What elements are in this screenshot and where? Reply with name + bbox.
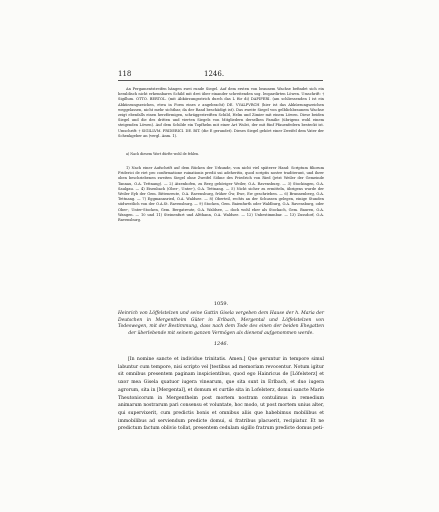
seal-description-paragraph: An Pergamentstreifen hängen zwei runde Siegel. Auf dem ersten von braunem Wachse befindet sich ein heraldisch nicht erkennbares Schild mit drei über einander schreitenden sog. leopardirten Löwen. Umschrift: † Sigillum. OTTO. BERTOL. (mit Abkürzungsstrich durch das L für di) DAPIFERI. (am schliessenden I ist ein Abkürzungszeichen, etwa in Form eines z angebracht) DE. VVALPVRCH (hier ist das Abkürzungszeichen weggelassen, nicht mehr sichtbar, da der Rand beschädigt ist). Das zweite Siegel von gelblichbraunem Wachse zeigt ebenfalls einen herzförmigen, schräggestreiften Schild, Helm und Zimier mit einem Löwen. Diese beiden Siegel und die des dritten und vierten Siegels von Mitgliedern derselben Familie (übrigens wohl einem steigenden Löwen). Auf dem Schilde ein Topfhelm mit einer Art Wulst, der mit fünf Pfauenfedern besteckt ist. Umschrift: † SIGILLVM. FRIDERICI. DE. BIT. (die E gerundet). Dieses Siegel gehört einer Zweifel dem Vater der Schenkgeber an (vergl. Anm. 1). (118, 87, 324, 138)
page-number: 118 (118, 70, 132, 78)
document-number: 1059. (213, 301, 229, 307)
footnotes-paragraph: 1) Nach einer Aufschrift auf dem Rücken der Urkunde, von nicht viel späterer Hand: Scriptum filiorum Friderici de riet pro confirmatione ruinationis predii sui adeheritis, quod scriptis nostre traditerunt, und ihrer oben beschriebenen zweiten Siegel ohne Zweifel Söhne des Friedrich von Ried (jetzt Weiler der Gemeinde Tannau, O.A. Tettnang). — 2) Atzenhofen, zu Berg gehöriger Weiler, O.A. Ravensburg. — 3) Stockingen, O.A. Saulgau. — 4) Eisenbach (Ober-, Unter-), O.A. Tettnang. — 5) Nicht sicher zu ermitteln, übrigens wurde der Weiler Eyb der Gem. Bittenreute, O.A. Ravensburg, früher Öw, Ewe, Ew geschrieben. — 6) Brunnenberg, O.A. Tettnang. — 7) Eggmannsried, O.A. Waldsee. — 8) Oberteil, rechts an der Schussen gelegen, einige Stunden südwestlich von der O.A.St. Ravensburg. — 9) Stocken, Gem. Baienfurth oder Waldburg, O.A. Ravensburg, oder Ober-, Unter-Stocken, Gem. Bergatreute, O.A. Waldsee, — doch wohl eher als Stockach, Gem. Bauren, O.A. Wangen. — 10 und 11) Steinenfurt und Altthann, O.A. Waldsee. — 12) Unbestimmbar. — 13) Zussdorf, O.A. Ravensburg. (118, 166, 324, 223)
header-rule (118, 80, 323, 81)
regest-summary: Heinrich von Löffelstelzen und seine Gattin Gisela vergeben dem Hause der h. Maria der Deutschen in Mergentheim Güter in Erlbach, Mergental und Löffelstelzen von Todeswegen, mit der Bestimmung, dass nach dem Tode des einen der beiden Ehegatten der überlebende mit seinem ganzen Vermögen als dienend aufgenommen werde. (118, 311, 324, 336)
page-header (118, 69, 319, 79)
charter-body-text: [In nomine sancte et individue trinitatis. Amen.] Que geruntur in tempore simul labuntur cum tempore, nisi scripto vel [testibus ad memoriam revocentur. Notum igitur sit omnibus presentem paginam inspicientibus, quod ego Hainricus de [Löfelsterz] et uxor mea Gisela quatuor iugera vinearum, que sita sunt in Erlbach, et duo iugera agrorum, sita in [Mergental], et domum et curtile sita in Lofelsterz, domui sancte Marie Theutonicorum in Mergentheim post mortem nostram contulimus in remedium animarum nostrarum pari consensu et voluntate, hoc modo, ut post mortem unius alter, qui supervixerit, cum predictis bonis et omnibus aliis que habebimus mobilibus et immobilibus ad serviendum predicte domui, si fratribus placuerit, recipiatur. Et ne predictum factum oblivio tollat, presentem cedulam sigillo fratrum predicte domus peti- (118, 357, 324, 432)
document-date: 1246. (213, 341, 229, 347)
footnote: a) Nach diesem Wort dürfte wohl de fehlen. (126, 152, 200, 156)
header-year: 1246. (204, 70, 225, 78)
